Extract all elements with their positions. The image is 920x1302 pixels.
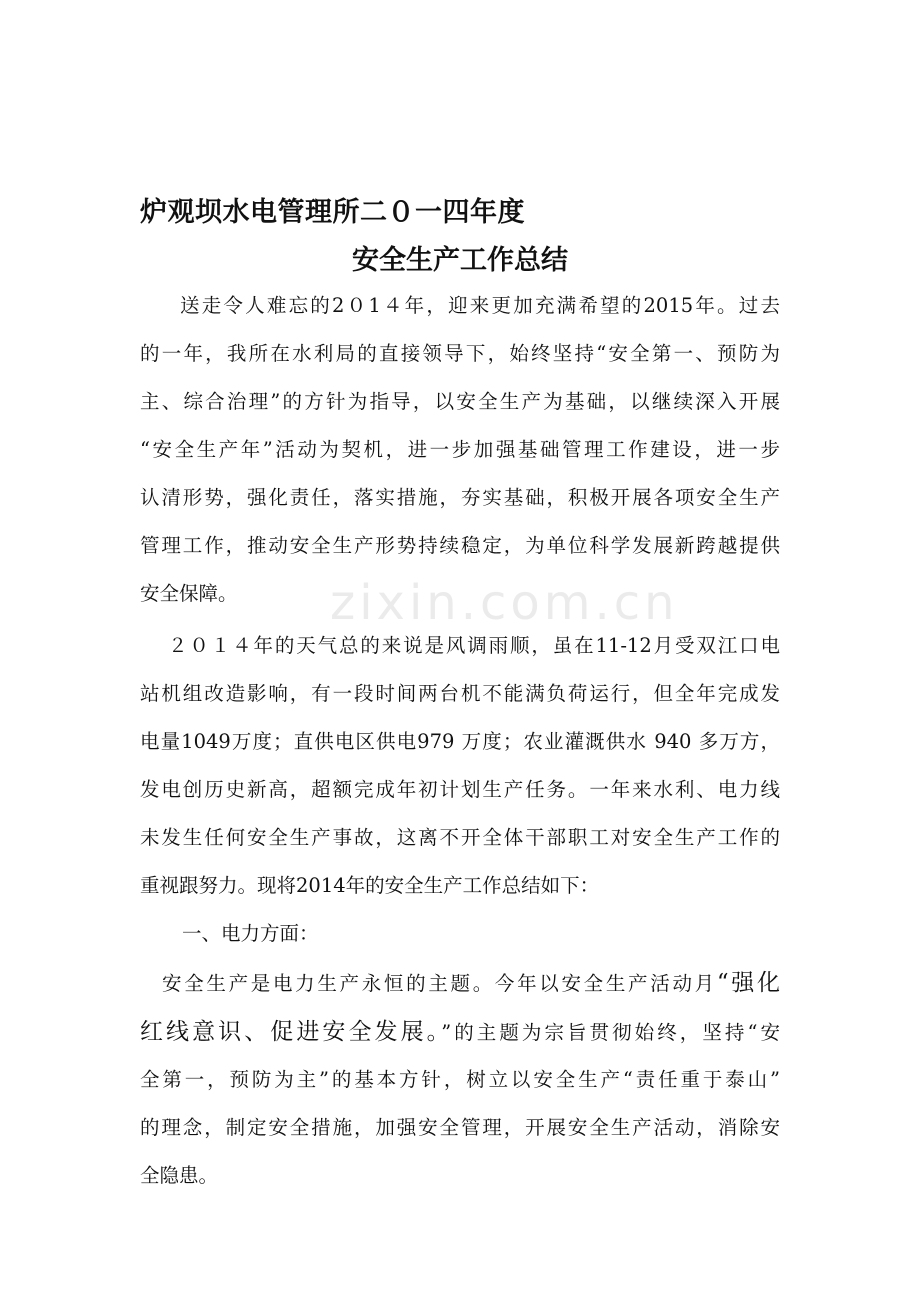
document-title-line1: 炉观坝水电管理所二０一四年度	[140, 197, 525, 228]
paragraph-2-line: 发电创历史新高，超额完成年初计划生产任务。一年来水利、电力线	[140, 778, 780, 801]
paragraph-1-line: 的一年，我所在水利局的直接领导下，始终坚持“安全第一、预防为	[140, 342, 780, 365]
paragraph-2-line: 重视跟努力。现将2014年的安全生产工作总结如下：	[140, 874, 600, 897]
paragraph-2-line: 电量1049万度；直供电区供电979 万度；农业灌溉供水 940 多万方，	[140, 730, 780, 753]
paragraph-2-line: 未发生任何安全生产事故，这离不开全体干部职工对安全生产工作的	[140, 826, 780, 849]
paragraph-1-line: 送走令人难忘的2０1４年，迎来更加充满希望的2015年。过去	[180, 294, 780, 317]
paragraph-3-line: 全隐患。	[140, 1164, 219, 1187]
paragraph-3-line: 的理念，制定安全措施，加强安全管理，开展安全生产活动，消除安	[140, 1116, 780, 1139]
paragraph-1-line: 主、综合治理”的方针为指导，以安全生产为基础，以继续深入开展	[140, 390, 780, 413]
paragraph-3-line: 全第一，预防为主”的基本方针，树立以安全生产“责任重于泰山”	[140, 1068, 780, 1091]
watermark: zixin.com.cn	[330, 575, 679, 631]
paragraph-3-text: ”的主题为宗旨贯彻始终，坚持“安	[441, 1021, 780, 1044]
paragraph-1-line: 安全保障。	[140, 582, 238, 605]
paragraph-3-emphasis: 红线意识、促进安全发展。	[140, 1019, 442, 1045]
paragraph-1-line: 管理工作，推动安全生产形势持续稳定，为单位科学发展新跨越提供	[140, 534, 780, 557]
document-title-line2: 安全生产工作总结	[352, 245, 568, 276]
paragraph-2-line: 站机组改造影响，有一段时间两台机不能满负荷运行，但全年完成发	[140, 682, 780, 705]
paragraph-3-line	[162, 972, 780, 995]
paragraph-3-emphasis: “强化	[716, 970, 780, 996]
paragraph-2-line: ２０１４年的天气总的来说是风调雨顺，虽在11-12月受双江口电	[168, 634, 780, 657]
paragraph-1-line: 认清形势，强化责任，落实措施，夯实基础，积极开展各项安全生产	[140, 486, 780, 509]
paragraph-3-text: 安全生产是电力生产永恒的主题。今年以安全生产活动月	[162, 972, 717, 995]
paragraph-1-line: “安全生产年”活动为契机，进一步加强基础管理工作建设，进一步	[140, 438, 780, 461]
section-heading: 一、电力方面：	[182, 922, 319, 945]
paragraph-3-line	[140, 1021, 780, 1044]
